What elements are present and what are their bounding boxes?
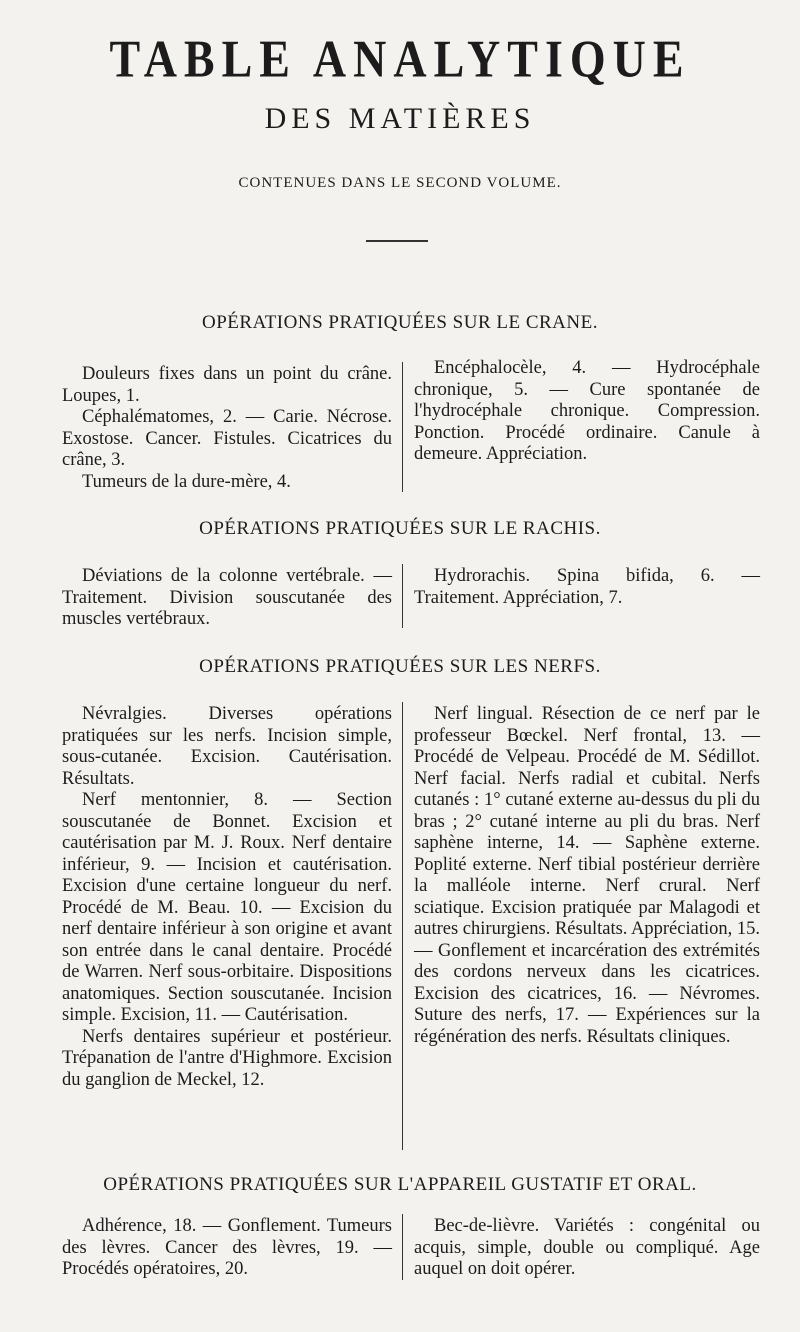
section-heading-appareil-gustatif: OPÉRATIONS PRATIQUÉES SUR L'APPAREIL GUSTATIF ET ORAL. [103,1174,697,1195]
title-divider [366,240,428,242]
section-heading-rachis: OPÉRATIONS PRATIQUÉES SUR LE RACHIS. [199,518,601,539]
entry-paragraph: Bec-de-lièvre. Variétés : congénital ou acquis, simple, double ou compliqué. Age auquel on doit opérer. [414,1216,760,1279]
section-heading-crane: OPÉRATIONS PRATIQUÉES SUR LE CRANE. [202,312,598,333]
entry-paragraph: Nerfs dentaires supérieur et postérieur. Trépanation de l'antre d'Highmore. Excision du ganglion de Meckel, 12. [62,1026,392,1090]
entry-paragraph: Céphalématomes, 2. — Carie. Nécrose. Exostose. Cancer. Fistules. Cicatrices du crâne, 3. [62,407,392,470]
column-divider [402,564,403,628]
section-rachis-right-column [414,566,760,609]
section-rachis-left-column [62,566,392,631]
entry-paragraph: Hydrorachis. Spina bifida, 6. — Traitement. Appréciation, 7. [414,566,760,608]
section-gustatif-right-column [414,1216,760,1281]
section-nerfs-left-column [62,704,392,1091]
page-title: TABLE ANALYTIQUE [109,29,691,88]
entry-paragraph: Douleurs fixes dans un point du crâne. Loupes, 1. [62,364,392,406]
section-gustatif-left-column [62,1216,392,1281]
entry-paragraph: Tumeurs de la dure-mère, 4. [82,471,291,492]
entry-paragraph: Névralgies. Diverses opérations pratiquées sur les nerfs. Incision simple, sous-cutanée. Excision. Cautérisation. Résultats. [62,704,392,789]
entry-paragraph: Nerf lingual. Résection de ce nerf par le professeur Bœckel. Nerf frontal, 13. — Procédé de Velpeau. Procédé de M. Sédillot. Nerf facial. Nerfs radial et cubital. Nerfs cutanés : 1° cutané externe au-dessus du pli du bras ; 2° cutané interne au pli du bras. Nerf saphène interne, 14. — Saphène externe. Poplité externe. Nerf tibial postérieur derrière la malléole interne. Nerf crural. Nerf sciatique. Excision pratiquée par Malagodi et autres chirurgiens. Résultats. Appréciation, 15. — Gonflement et incarcération des extrémités des cordons nerveux dans les cicatrices. Excision des cicatrices, 16. — Névromes. Suture des nerfs, 17. — Expériences sur la régénération des nerfs. Résultats cliniques. [414,704,760,1047]
section-crane-right-column [414,358,760,466]
entry-paragraph: Déviations de la colonne vertébrale. — Traitement. Division souscutanée des muscles vertébraux. [62,566,392,629]
entry-paragraph: Encéphalocèle, 4. — Hydrocéphale chronique, 5. — Cure spontanée de l'hydrocéphale chronique. Compression. Ponction. Procédé ordinaire. Canule à demeure. Appréciation. [414,358,760,464]
entry-paragraph: Adhérence, 18. — Gonflement. Tumeurs des lèvres. Cancer des lèvres, 19. — Procédés opératoires, 20. [62,1216,392,1279]
entry-paragraph: Nerf mentonnier, 8. — Section souscutanée de Bonnet. Excision et cautérisation par M. J. Roux. Nerf dentaire inférieur, 9. — Incision et cautérisation. Excision d'une certaine longueur du nerf. Procédé de M. Beau. 10. — Excision du nerf dentaire inférieur à son origine et avant son entrée dans le canal dentaire. Procédé de Warren. Nerf sous-orbitaire. Dispositions anatomiques. Section souscutanée. Incision simple. Excision, 11. — Cautérisation. [62,790,392,1025]
page-subtitle: DES MATIÈRES [264,102,536,135]
section-heading-nerfs: OPÉRATIONS PRATIQUÉES SUR LES NERFS. [199,656,601,677]
section-nerfs-right-column [414,704,760,1048]
column-divider [402,702,403,1150]
column-divider [402,1214,403,1280]
contents-line: CONTENUES DANS LE SECOND VOLUME. [238,175,562,191]
section-crane-left-column [62,364,392,493]
column-divider [402,362,403,492]
